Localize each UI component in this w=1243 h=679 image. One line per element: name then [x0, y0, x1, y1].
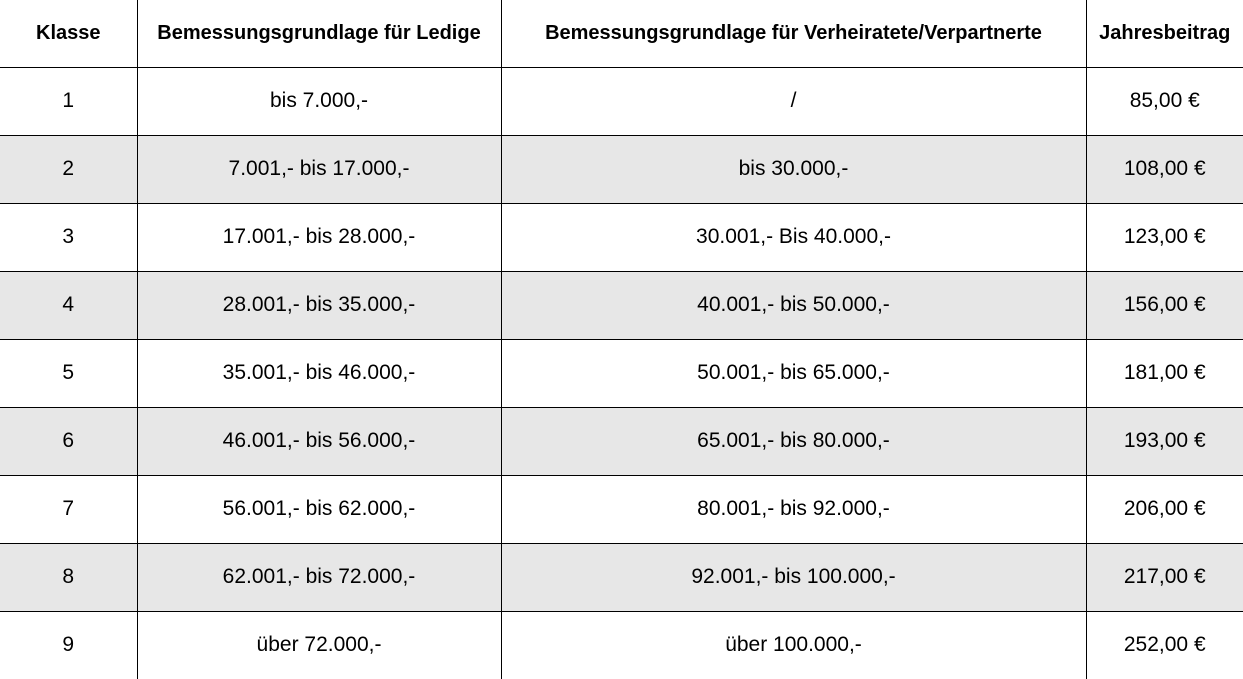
cell-klasse: 4 [0, 271, 137, 339]
table-row [0, 339, 1243, 407]
cell-ledige: 46.001,- bis 56.000,- [137, 407, 501, 475]
cell-jahresbeitrag: 217,00 € [1086, 543, 1243, 611]
cell-ledige: 56.001,- bis 62.000,- [137, 475, 501, 543]
cell-verheiratete: 40.001,- bis 50.000,- [501, 271, 1086, 339]
table-row [0, 135, 1243, 203]
header-verheiratete: Bemessungsgrundlage für Verheiratete/Verpartnerte [501, 0, 1086, 67]
header-ledige: Bemessungsgrundlage für Ledige [137, 0, 501, 67]
cell-klasse: 2 [0, 135, 137, 203]
cell-ledige: 28.001,- bis 35.000,- [137, 271, 501, 339]
cell-klasse: 1 [0, 67, 137, 135]
cell-jahresbeitrag: 193,00 € [1086, 407, 1243, 475]
cell-jahresbeitrag: 206,00 € [1086, 475, 1243, 543]
cell-verheiratete: 30.001,- Bis 40.000,- [501, 203, 1086, 271]
cell-jahresbeitrag: 123,00 € [1086, 203, 1243, 271]
cell-jahresbeitrag: 85,00 € [1086, 67, 1243, 135]
cell-klasse: 7 [0, 475, 137, 543]
cell-jahresbeitrag: 156,00 € [1086, 271, 1243, 339]
cell-verheiratete: / [501, 67, 1086, 135]
header-row [0, 0, 1243, 67]
cell-ledige: 17.001,- bis 28.000,- [137, 203, 501, 271]
cell-verheiratete: über 100.000,- [501, 611, 1086, 679]
cell-ledige: 62.001,- bis 72.000,- [137, 543, 501, 611]
cell-klasse: 3 [0, 203, 137, 271]
cell-verheiratete: 65.001,- bis 80.000,- [501, 407, 1086, 475]
cell-klasse: 9 [0, 611, 137, 679]
header-klasse: Klasse [0, 0, 137, 67]
cell-ledige: bis 7.000,- [137, 67, 501, 135]
table-header [0, 0, 1243, 67]
cell-ledige: 35.001,- bis 46.000,- [137, 339, 501, 407]
table-row [0, 407, 1243, 475]
cell-ledige: 7.001,- bis 17.000,- [137, 135, 501, 203]
table-row [0, 203, 1243, 271]
cell-klasse: 5 [0, 339, 137, 407]
table-row [0, 475, 1243, 543]
cell-verheiratete: 92.001,- bis 100.000,- [501, 543, 1086, 611]
cell-klasse: 8 [0, 543, 137, 611]
table-body [0, 67, 1243, 679]
table-row [0, 67, 1243, 135]
cell-verheiratete: 80.001,- bis 92.000,- [501, 475, 1086, 543]
table-row [0, 611, 1243, 679]
cell-verheiratete: 50.001,- bis 65.000,- [501, 339, 1086, 407]
cell-jahresbeitrag: 252,00 € [1086, 611, 1243, 679]
cell-jahresbeitrag: 181,00 € [1086, 339, 1243, 407]
table-row [0, 543, 1243, 611]
cell-klasse: 6 [0, 407, 137, 475]
cell-verheiratete: bis 30.000,- [501, 135, 1086, 203]
cell-jahresbeitrag: 108,00 € [1086, 135, 1243, 203]
cell-ledige: über 72.000,- [137, 611, 501, 679]
table-row [0, 271, 1243, 339]
header-jahresbeitrag: Jahresbeitrag [1086, 0, 1243, 67]
